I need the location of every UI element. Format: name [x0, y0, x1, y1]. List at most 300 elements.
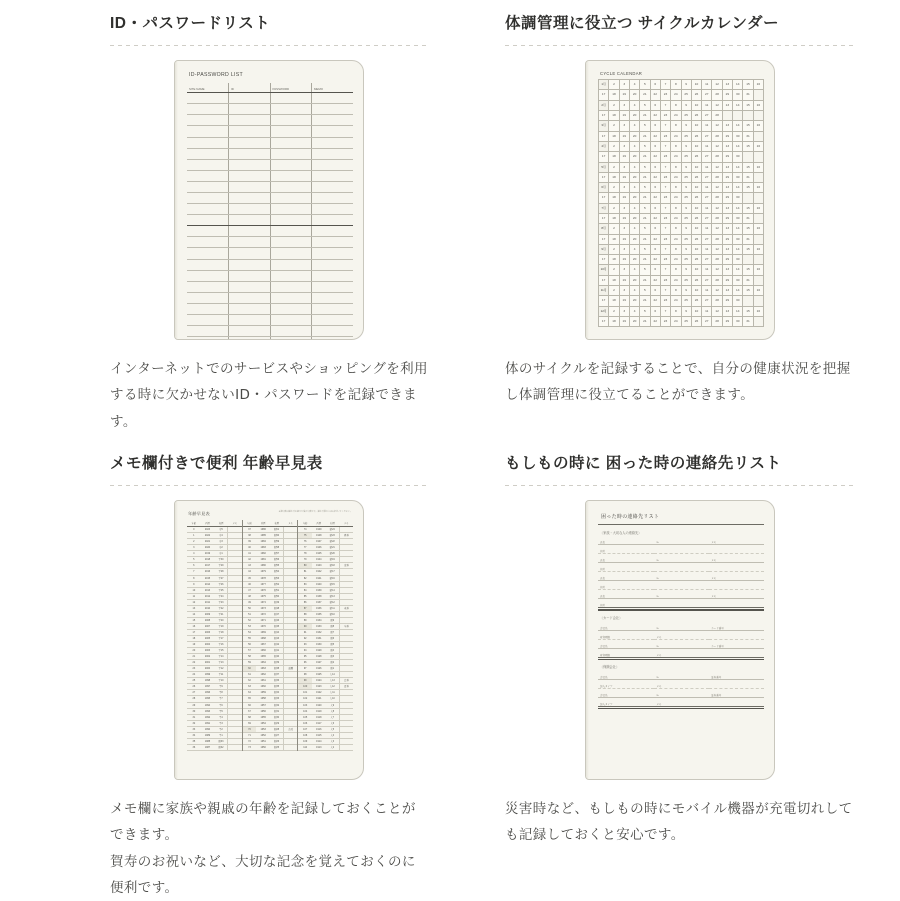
cell-era[interactable]: 昭42: [270, 642, 284, 648]
cell-site-name[interactable]: [187, 292, 229, 303]
calendar-day-cell[interactable]: 13: [722, 141, 732, 151]
table-row[interactable]: [187, 181, 353, 192]
calendar-day-cell[interactable]: 10: [691, 183, 701, 193]
calendar-day-cell[interactable]: 27: [702, 152, 712, 162]
calendar-day-cell-empty[interactable]: [753, 172, 763, 182]
cell-id[interactable]: [229, 104, 271, 115]
calendar-day-cell[interactable]: 19: [619, 316, 629, 326]
calendar-day-cell[interactable]: 26: [691, 90, 701, 100]
calendar-day-cell[interactable]: 28: [712, 172, 722, 182]
calendar-day-cell[interactable]: 25: [681, 90, 691, 100]
calendar-day-cell[interactable]: 9: [681, 265, 691, 275]
table-row[interactable]: [187, 744, 242, 750]
field-extra[interactable]: 証券番号: [709, 671, 764, 680]
cell-year[interactable]: 1923: [312, 684, 326, 690]
field-memo[interactable]: メモ: [654, 697, 709, 706]
cell-year[interactable]: 1993: [201, 708, 215, 714]
calendar-day-cell[interactable]: 15: [743, 162, 753, 172]
cell-id[interactable]: [229, 270, 271, 281]
cell-age[interactable]: 55: [243, 635, 257, 641]
cell-year[interactable]: 1919: [312, 708, 326, 714]
calendar-day-cell[interactable]: 21: [640, 296, 650, 306]
table-row[interactable]: [187, 326, 353, 337]
calendar-day-cell[interactable]: 11: [702, 183, 712, 193]
calendar-day-cell-empty[interactable]: [722, 111, 732, 121]
calendar-day-cell[interactable]: 15: [743, 224, 753, 234]
cell-memo[interactable]: [312, 315, 354, 326]
cell-memo[interactable]: [312, 115, 354, 126]
cell-era[interactable]: 昭36: [270, 678, 284, 684]
calendar-day-cell[interactable]: 28: [712, 214, 722, 224]
cell-age[interactable]: 21: [187, 654, 201, 660]
cell-year[interactable]: 1939: [312, 587, 326, 593]
calendar-day-cell[interactable]: 31: [743, 275, 753, 285]
cell-year[interactable]: 1967: [256, 642, 270, 648]
cell-age[interactable]: 106: [298, 720, 312, 726]
calendar-day-cell[interactable]: 12: [712, 306, 722, 316]
table-row[interactable]: [187, 93, 353, 104]
calendar-row[interactable]: [599, 203, 764, 213]
cell-age[interactable]: 70: [243, 726, 257, 732]
calendar-day-cell[interactable]: 8: [671, 224, 681, 234]
calendar-day-cell[interactable]: 10: [691, 162, 701, 172]
calendar-day-cell[interactable]: 21: [640, 316, 650, 326]
calendar-day-cell[interactable]: 7: [660, 141, 670, 151]
cell-memo[interactable]: [312, 104, 354, 115]
cell-year[interactable]: 1980: [256, 563, 270, 569]
calendar-day-cell[interactable]: 22: [650, 255, 660, 265]
cell-era[interactable]: 昭61: [270, 527, 284, 533]
calendar-day-cell[interactable]: 3: [619, 224, 629, 234]
calendar-day-cell[interactable]: 28: [712, 111, 722, 121]
cell-age[interactable]: 0: [187, 527, 201, 533]
calendar-day-cell[interactable]: 11: [702, 203, 712, 213]
field-name[interactable]: 会社名: [598, 671, 654, 680]
cell-year[interactable]: 2008: [201, 617, 215, 623]
cell-age[interactable]: 73: [243, 744, 257, 750]
cell-age[interactable]: 56: [243, 642, 257, 648]
cell-era[interactable]: 平7: [214, 696, 228, 702]
cell-password[interactable]: [270, 226, 312, 237]
cell-memo[interactable]: 古希: [284, 726, 298, 732]
cell-password[interactable]: [270, 170, 312, 181]
cell-year[interactable]: 1990: [201, 726, 215, 732]
calendar-day-cell[interactable]: 2: [609, 162, 619, 172]
cell-memo[interactable]: [312, 259, 354, 270]
calendar-day-cell[interactable]: 29: [722, 172, 732, 182]
calendar-row[interactable]: [599, 286, 764, 296]
cell-memo[interactable]: [312, 170, 354, 181]
cell-era[interactable]: 平20: [214, 617, 228, 623]
calendar-day-cell[interactable]: 29: [722, 152, 732, 162]
cell-era[interactable]: 平27: [214, 575, 228, 581]
cell-year[interactable]: 2006: [201, 629, 215, 635]
cell-era[interactable]: 昭51: [270, 587, 284, 593]
calendar-day-cell-empty[interactable]: [733, 111, 743, 121]
calendar-day-cell[interactable]: 26: [691, 193, 701, 203]
cell-era[interactable]: 平16: [214, 642, 228, 648]
table-row[interactable]: [187, 270, 353, 281]
cell-age[interactable]: 17: [187, 629, 201, 635]
cell-era[interactable]: 昭18: [326, 563, 340, 569]
calendar-day-cell[interactable]: 15: [743, 244, 753, 254]
calendar-day-cell[interactable]: 19: [619, 152, 629, 162]
calendar-day-cell[interactable]: 21: [640, 131, 650, 141]
calendar-day-cell[interactable]: 12: [712, 183, 722, 193]
cell-site-name[interactable]: [187, 181, 229, 192]
field-secondary[interactable]: 住所: [598, 599, 654, 608]
calendar-row[interactable]: [599, 306, 764, 316]
cell-memo[interactable]: 百寿: [339, 684, 353, 690]
calendar-day-cell[interactable]: 10: [691, 80, 701, 90]
cell-age[interactable]: 69: [243, 720, 257, 726]
cell-password[interactable]: [270, 148, 312, 159]
cell-age[interactable]: 76: [298, 539, 312, 545]
contact-row[interactable]: [598, 688, 764, 697]
calendar-day-cell[interactable]: 30: [733, 214, 743, 224]
calendar-day-cell[interactable]: 12: [712, 100, 722, 110]
cell-era[interactable]: 昭9: [326, 617, 340, 623]
calendar-day-cell[interactable]: 9: [681, 100, 691, 110]
cell-era[interactable]: 昭14: [326, 587, 340, 593]
calendar-row[interactable]: [599, 141, 764, 151]
calendar-day-cell[interactable]: 2: [609, 244, 619, 254]
cell-password[interactable]: [270, 115, 312, 126]
cell-era[interactable]: 平10: [214, 678, 228, 684]
calendar-day-cell-empty[interactable]: [753, 275, 763, 285]
calendar-row[interactable]: [599, 90, 764, 100]
cell-era[interactable]: 昭43: [270, 635, 284, 641]
cell-memo[interactable]: [312, 337, 354, 340]
cell-era[interactable]: 昭30: [270, 714, 284, 720]
calendar-day-cell[interactable]: 10: [691, 244, 701, 254]
calendar-day-cell[interactable]: 12: [712, 80, 722, 90]
cell-memo[interactable]: [312, 204, 354, 215]
cell-password[interactable]: [270, 270, 312, 281]
cell-year[interactable]: 2004: [201, 642, 215, 648]
calendar-row[interactable]: [599, 100, 764, 110]
cell-age[interactable]: 86: [298, 599, 312, 605]
cell-year[interactable]: 1989: [201, 732, 215, 738]
calendar-day-cell[interactable]: 27: [702, 172, 712, 182]
calendar-day-cell[interactable]: 31: [743, 214, 753, 224]
cell-year[interactable]: 1996: [201, 690, 215, 696]
table-row[interactable]: [187, 159, 353, 170]
calendar-day-cell[interactable]: 21: [640, 214, 650, 224]
calendar-day-cell[interactable]: 13: [722, 265, 732, 275]
calendar-day-cell[interactable]: 26: [691, 316, 701, 326]
cell-era[interactable]: 昭17: [326, 569, 340, 575]
calendar-day-cell[interactable]: 9: [681, 286, 691, 296]
contact-row-secondary[interactable]: [598, 648, 764, 657]
calendar-day-cell[interactable]: 4: [629, 224, 639, 234]
cell-site-name[interactable]: [187, 226, 229, 237]
calendar-day-cell[interactable]: 5: [640, 80, 650, 90]
cell-id[interactable]: [229, 259, 271, 270]
calendar-day-cell[interactable]: 21: [640, 275, 650, 285]
table-row[interactable]: [187, 292, 353, 303]
calendar-day-cell[interactable]: 11: [702, 141, 712, 151]
calendar-day-cell[interactable]: 15: [743, 80, 753, 90]
cell-age[interactable]: 14: [187, 611, 201, 617]
cell-year[interactable]: 1992: [201, 714, 215, 720]
cell-id[interactable]: [229, 226, 271, 237]
cell-era[interactable]: 昭20: [326, 551, 340, 557]
cell-era[interactable]: 昭10: [326, 611, 340, 617]
calendar-row[interactable]: [599, 111, 764, 121]
cell-age[interactable]: 108: [298, 732, 312, 738]
calendar-day-cell[interactable]: 4: [629, 306, 639, 316]
calendar-month-cell[interactable]: 11月: [599, 286, 609, 296]
calendar-day-cell[interactable]: 15: [743, 265, 753, 275]
calendar-day-cell[interactable]: 22: [650, 316, 660, 326]
cell-age[interactable]: 100: [298, 684, 312, 690]
table-row[interactable]: [187, 248, 353, 259]
calendar-day-cell[interactable]: 7: [660, 80, 670, 90]
cell-year[interactable]: 1914: [312, 738, 326, 744]
cell-year[interactable]: 2009: [201, 611, 215, 617]
contact-row-secondary[interactable]: [598, 679, 764, 688]
calendar-day-cell[interactable]: 14: [733, 265, 743, 275]
calendar-month-cell[interactable]: 10月: [599, 265, 609, 275]
calendar-day-cell[interactable]: 17: [599, 111, 609, 121]
calendar-day-cell[interactable]: 16: [753, 80, 763, 90]
cell-year[interactable]: 1958: [256, 696, 270, 702]
cell-age[interactable]: 46: [243, 581, 257, 587]
cell-id[interactable]: [229, 93, 271, 104]
cell-password[interactable]: [270, 93, 312, 104]
calendar-day-cell[interactable]: 25: [681, 214, 691, 224]
cell-year[interactable]: 1948: [312, 533, 326, 539]
cell-password[interactable]: [270, 104, 312, 115]
calendar-day-cell[interactable]: 22: [650, 172, 660, 182]
cell-id[interactable]: [229, 292, 271, 303]
cell-year[interactable]: 1984: [256, 539, 270, 545]
cell-memo[interactable]: 白寿: [339, 678, 353, 684]
cell-era[interactable]: 令3: [214, 539, 228, 545]
cell-era[interactable]: 平24: [214, 593, 228, 599]
cell-era[interactable]: 昭29: [270, 720, 284, 726]
calendar-day-cell[interactable]: 6: [650, 244, 660, 254]
cell-id[interactable]: [229, 248, 271, 259]
calendar-day-cell[interactable]: 6: [650, 286, 660, 296]
cell-era[interactable]: 昭12: [326, 599, 340, 605]
cell-year[interactable]: 1951: [256, 738, 270, 744]
cell-password[interactable]: [270, 181, 312, 192]
cell-year[interactable]: 1955: [256, 714, 270, 720]
calendar-day-cell[interactable]: 3: [619, 306, 629, 316]
cell-age[interactable]: 28: [187, 696, 201, 702]
calendar-day-cell[interactable]: 8: [671, 306, 681, 316]
calendar-day-cell[interactable]: 22: [650, 131, 660, 141]
cell-era[interactable]: 昭4: [326, 648, 340, 654]
calendar-day-cell[interactable]: 8: [671, 244, 681, 254]
calendar-day-cell[interactable]: 19: [619, 234, 629, 244]
calendar-day-cell[interactable]: 27: [702, 131, 712, 141]
cell-era[interactable]: 大6: [326, 720, 340, 726]
cell-age[interactable]: 87: [298, 605, 312, 611]
calendar-day-cell[interactable]: 7: [660, 100, 670, 110]
cell-age[interactable]: 88: [298, 611, 312, 617]
calendar-day-cell-empty[interactable]: [753, 193, 763, 203]
cell-memo[interactable]: [312, 137, 354, 148]
calendar-day-cell[interactable]: 5: [640, 100, 650, 110]
calendar-day-cell[interactable]: 27: [702, 90, 712, 100]
table-row[interactable]: [187, 192, 353, 203]
calendar-day-cell[interactable]: 19: [619, 131, 629, 141]
cell-year[interactable]: 1986: [256, 527, 270, 533]
cell-age[interactable]: 44: [243, 569, 257, 575]
calendar-day-cell[interactable]: 22: [650, 152, 660, 162]
cell-age[interactable]: 92: [298, 635, 312, 641]
calendar-day-cell[interactable]: 21: [640, 172, 650, 182]
calendar-day-cell[interactable]: 27: [702, 275, 712, 285]
calendar-day-cell[interactable]: 10: [691, 100, 701, 110]
calendar-day-cell[interactable]: 22: [650, 111, 660, 121]
calendar-day-cell[interactable]: 14: [733, 80, 743, 90]
calendar-month-cell[interactable]: 2月: [599, 100, 609, 110]
cell-password[interactable]: [270, 259, 312, 270]
calendar-day-cell[interactable]: 21: [640, 111, 650, 121]
cell-era[interactable]: 昭11: [326, 605, 340, 611]
calendar-day-cell[interactable]: 25: [681, 316, 691, 326]
calendar-day-cell[interactable]: 18: [609, 234, 619, 244]
calendar-day-cell[interactable]: 8: [671, 162, 681, 172]
cell-era[interactable]: 昭32: [270, 702, 284, 708]
cell-age[interactable]: 35: [187, 738, 201, 744]
calendar-day-cell[interactable]: 30: [733, 316, 743, 326]
calendar-day-cell[interactable]: 6: [650, 224, 660, 234]
calendar-day-cell[interactable]: 25: [681, 296, 691, 306]
calendar-day-cell[interactable]: 3: [619, 100, 629, 110]
cell-era[interactable]: 平14: [214, 654, 228, 660]
calendar-day-cell[interactable]: 26: [691, 275, 701, 285]
contact-row-secondary[interactable]: [598, 581, 764, 590]
cell-site-name[interactable]: [187, 115, 229, 126]
field-memo[interactable]: メモ: [654, 679, 709, 688]
cell-year[interactable]: 1953: [256, 726, 270, 732]
calendar-row[interactable]: [599, 131, 764, 141]
cell-era[interactable]: 昭28: [270, 726, 284, 732]
calendar-day-cell[interactable]: 7: [660, 121, 670, 131]
calendar-day-cell[interactable]: 19: [619, 111, 629, 121]
field-extra[interactable]: メモ: [709, 554, 764, 563]
calendar-day-cell[interactable]: 17: [599, 255, 609, 265]
calendar-day-cell[interactable]: 28: [712, 234, 722, 244]
calendar-day-cell[interactable]: 29: [722, 316, 732, 326]
cell-age[interactable]: 36: [187, 744, 201, 750]
field-blank[interactable]: [709, 545, 764, 554]
cell-era[interactable]: 昭5: [326, 642, 340, 648]
cell-memo[interactable]: [339, 744, 353, 750]
calendar-day-cell[interactable]: 13: [722, 244, 732, 254]
calendar-day-cell[interactable]: 18: [609, 111, 619, 121]
cell-age[interactable]: 38: [243, 533, 257, 539]
cell-age[interactable]: 5: [187, 557, 201, 563]
calendar-day-cell[interactable]: 2: [609, 265, 619, 275]
cell-era[interactable]: 昭62: [214, 744, 228, 750]
contact-row[interactable]: [598, 622, 764, 631]
cell-year[interactable]: 1940: [312, 581, 326, 587]
calendar-month-cell[interactable]: 7月: [599, 203, 609, 213]
calendar-day-cell[interactable]: 15: [743, 141, 753, 151]
cell-age[interactable]: 59: [243, 660, 257, 666]
calendar-day-cell[interactable]: 5: [640, 183, 650, 193]
cell-age[interactable]: 16: [187, 623, 201, 629]
calendar-row[interactable]: [599, 275, 764, 285]
cell-age[interactable]: 63: [243, 684, 257, 690]
cell-memo[interactable]: 還暦: [284, 666, 298, 672]
cell-era[interactable]: 昭3: [326, 654, 340, 660]
cell-age[interactable]: 68: [243, 714, 257, 720]
cell-year[interactable]: 1998: [201, 678, 215, 684]
cell-age[interactable]: 95: [298, 654, 312, 660]
calendar-day-cell[interactable]: 30: [733, 172, 743, 182]
cell-site-name[interactable]: [187, 192, 229, 203]
calendar-day-cell[interactable]: 25: [681, 234, 691, 244]
calendar-day-cell[interactable]: 18: [609, 296, 619, 306]
cell-age[interactable]: 54: [243, 629, 257, 635]
cell-era[interactable]: 平17: [214, 635, 228, 641]
cell-memo[interactable]: [284, 744, 298, 750]
cell-age[interactable]: 26: [187, 684, 201, 690]
calendar-day-cell[interactable]: 11: [702, 80, 712, 90]
cell-age[interactable]: 66: [243, 702, 257, 708]
calendar-day-cell[interactable]: 26: [691, 111, 701, 121]
calendar-day-cell[interactable]: 29: [722, 90, 732, 100]
cell-age[interactable]: 2: [187, 539, 201, 545]
calendar-day-cell[interactable]: 9: [681, 121, 691, 131]
cell-id[interactable]: [229, 215, 271, 226]
calendar-day-cell[interactable]: 9: [681, 306, 691, 316]
cell-era[interactable]: 平15: [214, 648, 228, 654]
cell-era[interactable]: 昭63: [214, 738, 228, 744]
calendar-day-cell[interactable]: 20: [629, 131, 639, 141]
table-row[interactable]: [187, 315, 353, 326]
cell-age[interactable]: 64: [243, 690, 257, 696]
cell-era[interactable]: 昭22: [326, 539, 340, 545]
cell-age[interactable]: 6: [187, 563, 201, 569]
cell-age[interactable]: 11: [187, 593, 201, 599]
cell-era[interactable]: 平11: [214, 672, 228, 678]
calendar-day-cell[interactable]: 3: [619, 244, 629, 254]
calendar-day-cell[interactable]: 18: [609, 214, 619, 224]
cell-age[interactable]: 104: [298, 708, 312, 714]
cell-year[interactable]: 1981: [256, 557, 270, 563]
cell-age[interactable]: 89: [298, 617, 312, 623]
field-extra[interactable]: メモ: [709, 572, 764, 581]
table-row[interactable]: [187, 237, 353, 248]
calendar-day-cell[interactable]: 10: [691, 224, 701, 234]
cell-age[interactable]: 18: [187, 635, 201, 641]
calendar-day-cell[interactable]: 30: [733, 255, 743, 265]
calendar-row[interactable]: [599, 183, 764, 193]
cell-site-name[interactable]: [187, 259, 229, 270]
table-row[interactable]: [187, 115, 353, 126]
cell-year[interactable]: 1960: [256, 684, 270, 690]
calendar-day-cell[interactable]: 12: [712, 141, 722, 151]
cell-year[interactable]: 1930: [312, 642, 326, 648]
calendar-day-cell[interactable]: 18: [609, 90, 619, 100]
calendar-day-cell[interactable]: 23: [660, 193, 670, 203]
cell-memo[interactable]: [312, 93, 354, 104]
cell-year[interactable]: 1972: [256, 611, 270, 617]
field-name[interactable]: 氏名: [598, 590, 654, 599]
cell-era[interactable]: 平18: [214, 629, 228, 635]
calendar-day-cell[interactable]: 16: [753, 306, 763, 316]
contact-row-secondary[interactable]: [598, 599, 764, 608]
cell-era[interactable]: 昭39: [270, 660, 284, 666]
